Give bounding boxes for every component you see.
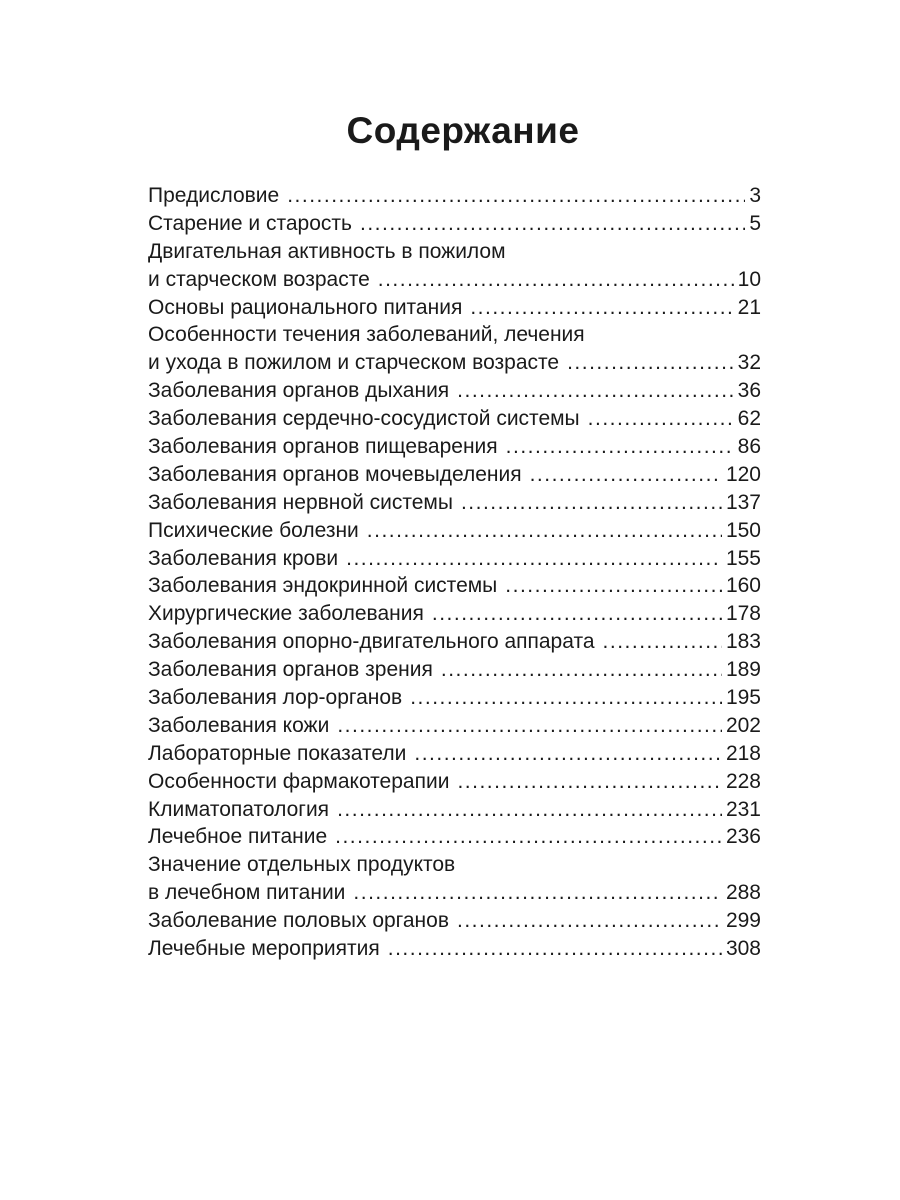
toc-entry-title: Заболевание половых органов [148, 909, 449, 933]
toc-entry-page-number: 62 [737, 407, 761, 431]
toc-entry-page-number: 288 [725, 881, 761, 905]
dot-leader [457, 907, 722, 935]
toc-entry [148, 238, 761, 294]
toc-entry-title: Лечебное питание [148, 825, 328, 849]
toc-entry-page-number: 195 [725, 686, 761, 710]
dot-leader [461, 489, 722, 517]
toc-entry-line [148, 349, 761, 377]
toc-entry-title: Предисловие [148, 184, 280, 207]
toc-entry-line [148, 433, 761, 461]
dot-leader [414, 740, 722, 768]
toc-entry-title: Особенности фармакотерапии [148, 769, 450, 793]
toc-entry-line [148, 656, 761, 684]
toc-entry [148, 684, 761, 712]
toc-entry-page-number: 236 [725, 825, 761, 849]
toc-entry-title: Лечебные мероприятия [148, 937, 380, 961]
dot-leader [567, 349, 734, 377]
toc-entry [148, 294, 761, 322]
toc-entry-line [148, 768, 761, 796]
toc-entry-page-number: 10 [737, 267, 761, 291]
dot-leader [337, 712, 722, 740]
toc-entry-title: Заболевания лор-органов [148, 686, 403, 710]
toc-entry-line [148, 600, 761, 628]
dot-leader [441, 656, 722, 684]
toc-entry-line [148, 266, 761, 294]
toc-entry [148, 851, 761, 907]
toc-entry-title: Климатопатология [148, 797, 330, 821]
toc-entry [148, 712, 761, 740]
dot-leader [588, 405, 734, 433]
toc-entry-title: Заболевания органов пищеварения [148, 435, 498, 459]
toc-entry-page-number: 178 [725, 602, 761, 626]
toc-entry [148, 768, 761, 796]
toc-entry-page-number: 5 [749, 211, 761, 235]
toc-entry [148, 377, 761, 405]
toc-entry-title: Психические болезни [148, 518, 359, 542]
toc-entry-line [148, 572, 761, 600]
toc-entry-page-number: 160 [725, 574, 761, 598]
dot-leader [470, 294, 733, 322]
toc-entry-line [148, 823, 761, 851]
toc-entry-page-number: 32 [737, 351, 761, 375]
toc-entry-line [148, 294, 761, 322]
dot-leader [337, 796, 722, 824]
toc-entry-line [148, 545, 761, 573]
toc-entry-title: и ухода в пожилом и старческом возрасте [148, 351, 560, 375]
toc-entry [148, 600, 761, 628]
dot-leader [432, 600, 722, 628]
toc-entry-title: Заболевания кожи [148, 713, 330, 737]
toc-entry-line [148, 182, 761, 210]
toc-entry [148, 740, 761, 768]
toc-entry-line [148, 712, 761, 740]
dot-leader [505, 572, 722, 600]
toc-entry-page-number: 36 [737, 379, 761, 403]
toc-entry-line [148, 628, 761, 656]
toc-entry-line [148, 796, 761, 824]
toc-entry-page-number: 308 [725, 937, 761, 961]
toc-entry-page-number: 218 [725, 741, 761, 765]
toc-entry-page-number: 21 [737, 295, 761, 319]
dot-leader [367, 517, 722, 545]
dot-leader [603, 628, 722, 656]
toc-entry [148, 461, 761, 489]
dot-leader [287, 182, 745, 210]
toc-entry [148, 907, 761, 935]
toc-entry-line [148, 935, 761, 963]
dot-leader [378, 266, 734, 294]
toc-entry-line [148, 210, 761, 238]
toc-entry-title: Заболевания органов мочевыделения [148, 462, 522, 486]
toc-entry-title: в лечебном питании [148, 881, 346, 905]
dot-leader [506, 433, 734, 461]
toc-entry-line [148, 517, 761, 545]
toc-entry [148, 656, 761, 684]
toc-entry-line [148, 684, 761, 712]
toc-entry-title: Заболевания опорно-двигательного аппарата [148, 630, 595, 654]
toc-entry [148, 489, 761, 517]
toc-entry [148, 517, 761, 545]
toc-entry-title: Основы рационального питания [148, 295, 463, 319]
toc-entry-title: Старение и старость [148, 211, 352, 235]
table-of-contents [148, 182, 761, 963]
page-title: Содержание [346, 110, 580, 151]
toc-entry-line [148, 377, 761, 405]
toc-entry-title-first-line: Двигательная активность в пожилом [148, 239, 506, 263]
toc-entry-line [148, 489, 761, 517]
dot-leader [360, 210, 745, 238]
toc-entry-title: Заболевания крови [148, 546, 339, 570]
toc-entry [148, 935, 761, 963]
toc-entry [148, 545, 761, 573]
toc-entry [148, 433, 761, 461]
toc-entry-title: Лабораторные показатели [148, 741, 407, 765]
dot-leader [353, 879, 722, 907]
toc-entry [148, 321, 761, 377]
dot-leader [457, 768, 722, 796]
dot-leader [346, 545, 722, 573]
toc-entry-title-first-line: Особенности течения заболеваний, лечения [148, 323, 585, 347]
toc-entry-page-number: 202 [725, 713, 761, 737]
toc-entry-page-number: 183 [725, 630, 761, 654]
toc-entry-page-number: 120 [725, 462, 761, 486]
toc-entry-page-number: 86 [737, 435, 761, 459]
dot-leader [335, 823, 722, 851]
toc-entry [148, 405, 761, 433]
toc-entry-line [148, 740, 761, 768]
toc-entry-page-number: 299 [725, 909, 761, 933]
toc-entry [148, 796, 761, 824]
toc-entry [148, 572, 761, 600]
toc-entry [148, 628, 761, 656]
toc-entry-title: и старческом возрасте [148, 267, 370, 291]
toc-entry-title: Заболевания эндокринной системы [148, 574, 498, 598]
toc-entry [148, 182, 761, 210]
toc-entry-page-number: 231 [725, 797, 761, 821]
toc-entry-title: Заболевания нервной системы [148, 490, 453, 514]
toc-entry-title: Хирургические заболевания [148, 602, 424, 626]
toc-entry-page-number: 3 [749, 184, 761, 207]
toc-entry-page-number: 189 [725, 658, 761, 682]
toc-entry-page-number: 228 [725, 769, 761, 793]
dot-leader [388, 935, 722, 963]
toc-entry [148, 210, 761, 238]
toc-entry-line [148, 405, 761, 433]
toc-entry-title: Заболевания органов дыхания [148, 379, 450, 403]
dot-leader [457, 377, 733, 405]
toc-entry-line [148, 907, 761, 935]
toc-entry-line [148, 461, 761, 489]
toc-entry-title: Заболевания сердечно-сосудистой системы [148, 407, 580, 431]
toc-entry-page-number: 155 [725, 546, 761, 570]
dot-leader [410, 684, 722, 712]
toc-entry-title-first-line: Значение отдельных продуктов [148, 853, 456, 877]
toc-entry-page-number: 137 [725, 490, 761, 514]
toc-entry-line [148, 879, 761, 907]
toc-entry [148, 823, 761, 851]
toc-entry-title: Заболевания органов зрения [148, 658, 433, 682]
toc-entry-page-number: 150 [725, 518, 761, 542]
dot-leader [530, 461, 722, 489]
